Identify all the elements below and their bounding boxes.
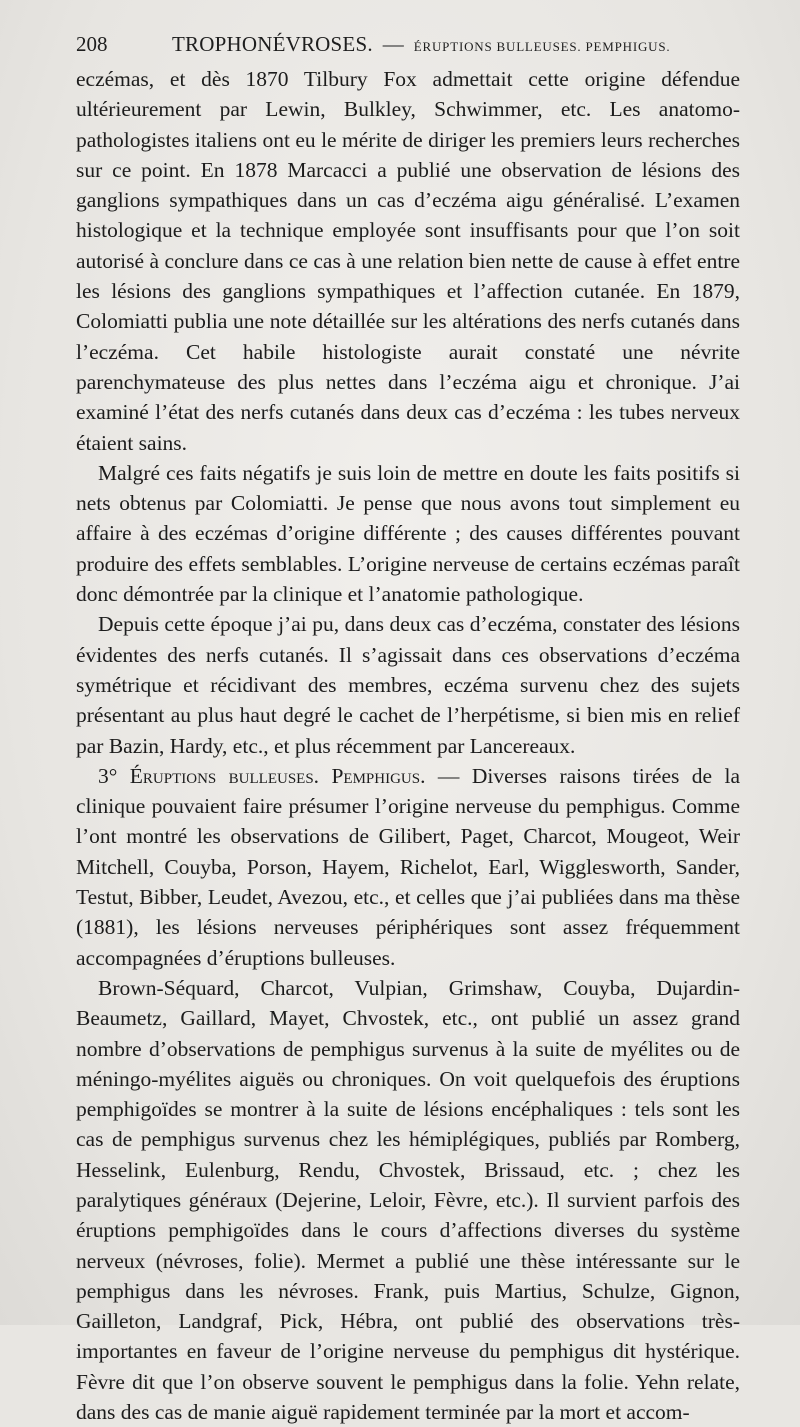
chapter-title: TROPHONÉVROSES.: [172, 32, 373, 56]
body-text: [76, 64, 740, 1427]
section-subtitle: ÉRUPTIONS BULLEUSES. PEMPHIGUS.: [413, 39, 671, 54]
running-header: [76, 32, 740, 60]
paragraph-5: Brown-Séquard, Charcot, Vulpian, Grimshaw, Couyba, Dujardin-Beaumetz, Gaillard, Mayet, Chvostek, etc., ont publié un assez grand nombre d’observations de pemphigus survenus à la suite de myélites ou de méningo-myélites aiguës ou chroniques. On voit quelquefois des éruptions pemphigoïdes se montrer à la suite de lésions encéphaliques : tels sont les cas de pemphigus survenus chez les hémiplégiques, publiés par Romberg, Hesselink, Eulenburg, Rendu, Chvostek, Brissaud, etc. ; chez les paralytiques généraux (Dejerine, Leloir, Fèvre, etc.). Il survient parfois des éruptions pemphigoïdes dans le cours d’affections diverses du système nerveux (névroses, folie). Mermet a publié une thèse intéressante sur le pemphigus dans les névroses. Frank, puis Martius, Schulze, Gignon, Gailleton, Landgraf, Pick, Hébra, ont publié des observations très-importantes en faveur de l’origine nerveuse du pemphigus dit hystérique. Fèvre dit que l’on observe souvent le pemphigus dans la folie. Yehn relate, dans des cas de manie aiguë rapidement terminée par la mort et accom-: [76, 975, 740, 1425]
section-paragraph: [76, 761, 740, 973]
section-body: — Diverses raisons tirées de la clinique pouvaient faire présumer l’origine nerveuse du pemphigus. Comme l’ont montré les observations de Gilibert, Paget, Charcot, Mougeot, Weir Mitchell, Couyba, Porson, Hayem, Richelot, Earl, Wigglesworth, Sander, Testut, Bibber, Leudet, Avezou, etc., et celles que j’ai publiées dans ma thèse (1881), les lésions nerveuses périphériques sont assez fréquemment accompagnées d’éruptions bulleuses.: [76, 763, 741, 970]
paragraph-3: Depuis cette époque j’ai pu, dans deux cas d’eczéma, constater des lésions évidentes des nerfs cutanés. Il s’agissait dans ces observations d’eczéma symétrique et récidivant des membres, eczéma survenu chez des sujets présentant au plus haut degré le cachet de l’herpétisme, si bien mis en relief par Bazin, Hardy, etc., et plus récemment par Lancereaux.: [76, 612, 740, 758]
running-title: [172, 32, 670, 57]
page-number: 208: [76, 32, 108, 56]
paragraph-1: eczémas, et dès 1870 Tilbury Fox admettait cette origine défendue ultérieurement par Lewin, Bulkley, Schwimmer, etc. Les anatomo-pathologistes italiens ont eu le mérite de diriger les premiers leurs recherches sur ce point. En 1878 Marcacci a publié une observation de lésions des ganglions sympathiques dans un cas d’eczéma aigu généralisé. L’examen histologique et la technique employée sont insuffisants pour que l’on soit autorisé à conclure dans ce cas à une relation bien nette de cause à effet entre les lésions des ganglions sympathiques et l’affection cutanée. En 1879, Colomiatti publia une note détaillée sur les altérations des nerfs cutanés dans l’eczéma. Cet habile histologiste aurait constaté une névrite parenchymateuse des plus nettes dans l’eczéma aigu et chronique. J’ai examiné l’état des nerfs cutanés dans deux cas d’eczéma : les tubes nerveux étaient sains.: [76, 67, 740, 455]
title-dash: —: [382, 32, 404, 56]
paragraph-2: Malgré ces faits négatifs je suis loin de mettre en doute les faits positifs si nets obtenus par Colomiatti. Je pense que nous avons tout simplement eu affaire à des eczémas d’origine différente ; des causes différentes pouvant produire des effets semblables. L’origine nerveuse de certains eczémas paraît donc démontrée par la clinique et l’anatomie pathologique.: [76, 460, 740, 607]
section-heading: 3° Éruptions bulleuses. Pemphigus.: [98, 763, 426, 788]
